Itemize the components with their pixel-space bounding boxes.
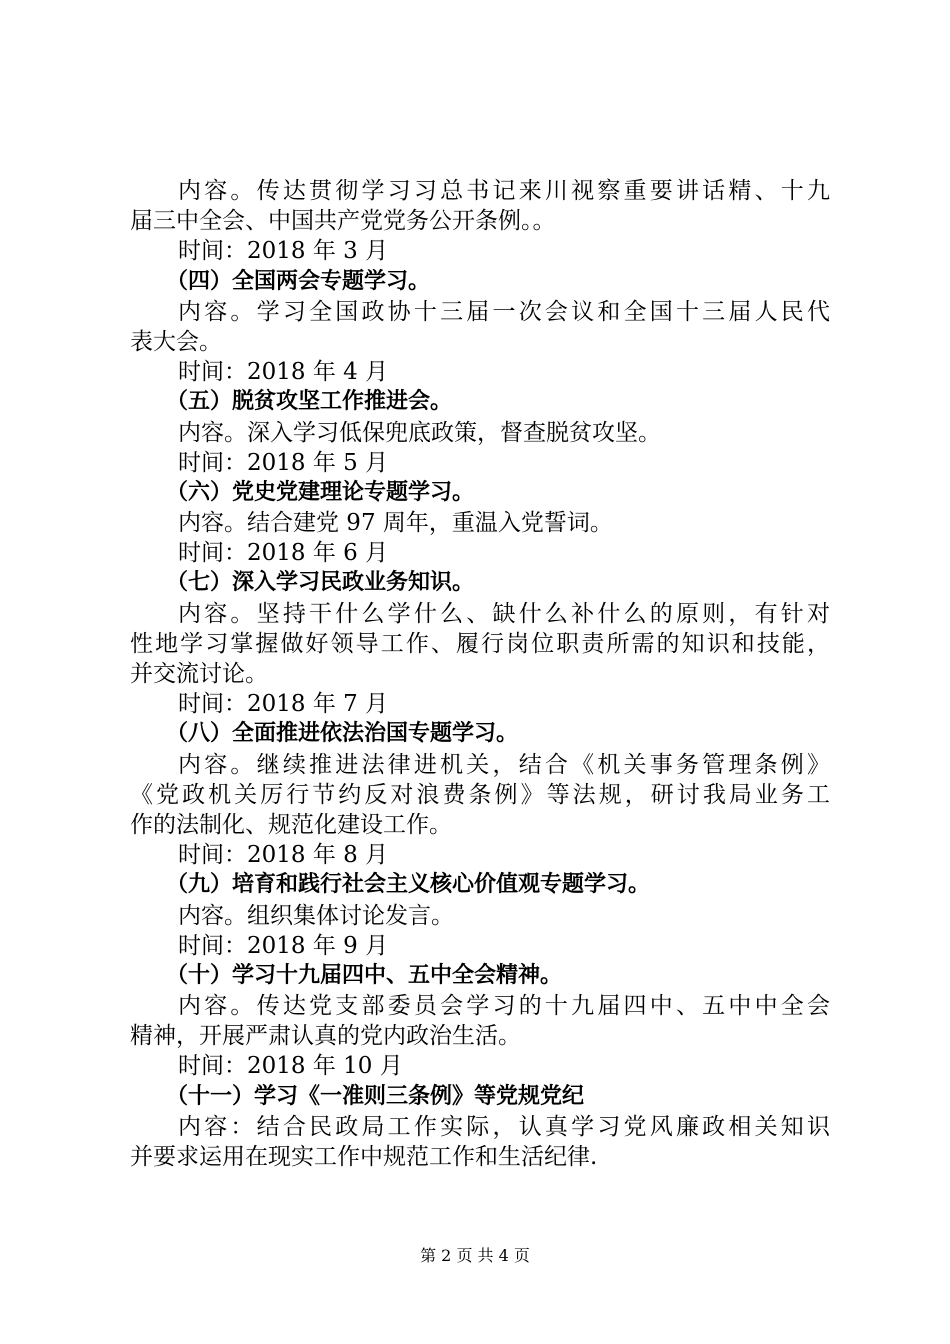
section-heading: （四）全国两会专题学习。 bbox=[166, 268, 431, 294]
paragraph-line: 性地学习掌握做好领导工作、履行岗位职责所需的知识和技能， bbox=[130, 630, 830, 657]
date-line: 时间：2018 年 4 月 bbox=[178, 359, 389, 386]
paragraph-line: 内容。组织集体讨论发言。 bbox=[178, 902, 454, 929]
paragraph-line: 内容。结合建党 97 周年，重温入党誓词。 bbox=[178, 510, 613, 537]
section-heading: （五）脱贫攻坚工作推进会。 bbox=[166, 389, 453, 415]
paragraph-line: 并要求运用在现实工作中规范工作和生活纪律. bbox=[130, 1144, 598, 1170]
page-number-footer: 第 2 页 共 4 页 bbox=[420, 1246, 530, 1265]
paragraph-line: 作的法制化、规范化建设工作。 bbox=[130, 811, 452, 838]
section-heading: （八）全面推进依法治国专题学习。 bbox=[166, 721, 519, 747]
date-line: 时间：2018 年 9 月 bbox=[178, 932, 389, 959]
paragraph-line: 表大会。 bbox=[130, 328, 222, 355]
section-heading: （十）学习十九届四中、五中全会精神。 bbox=[166, 962, 563, 988]
section-heading: （九）培育和践行社会主义核心价值观专题学习。 bbox=[166, 872, 651, 898]
date-line: 时间：2018 年 5 月 bbox=[178, 449, 389, 476]
paragraph-line: 内容。学习全国政协十三届一次会议和全国十三届人民代 bbox=[178, 298, 830, 325]
paragraph-line: 并交流讨论。 bbox=[130, 661, 268, 687]
date-line: 时间：2018 年 8 月 bbox=[178, 842, 389, 869]
document-body bbox=[130, 176, 830, 1172]
paragraph-line: 内容。深入学习低保兜底政策，督查脱贫攻坚。 bbox=[178, 419, 661, 446]
date-line: 时间：2018 年 6 月 bbox=[178, 540, 389, 567]
date-line: 时间：2018 年 10 月 bbox=[178, 1053, 403, 1080]
paragraph-line: 精神，开展严肃认真的党内政治生活。 bbox=[130, 1023, 521, 1050]
section-heading: （六）党史党建理论专题学习。 bbox=[166, 479, 475, 505]
paragraph-line: 内容。坚持干什么学什么、缺什么补什么的原则，有针对 bbox=[178, 600, 830, 627]
paragraph-line: 内容。传达贯彻学习习总书记来川视察重要讲话精、十九 bbox=[178, 178, 830, 204]
paragraph-line: 内容：结合民政局工作实际，认真学习党风廉政相关知识 bbox=[178, 1113, 830, 1140]
date-line: 时间：2018 年 7 月 bbox=[178, 691, 389, 718]
paragraph-line: 届三中全会、中国共产党党务公开条例。。 bbox=[130, 208, 556, 235]
date-line: 时间：2018 年 3 月 bbox=[178, 238, 389, 265]
paragraph-line: 内容。继续推进法律进机关，结合《机关事务管理条例》 bbox=[178, 751, 830, 778]
section-heading: （十一）学习《一准则三条例》等党规党纪 bbox=[166, 1083, 585, 1109]
paragraph-line: 内容。传达党支部委员会学习的十九届四中、五中中全会 bbox=[178, 993, 830, 1020]
paragraph-line: 《党政机关厉行节约反对浪费条例》等法规，研讨我局业务工 bbox=[130, 781, 830, 808]
section-heading: （七）深入学习民政业务知识。 bbox=[166, 570, 475, 596]
